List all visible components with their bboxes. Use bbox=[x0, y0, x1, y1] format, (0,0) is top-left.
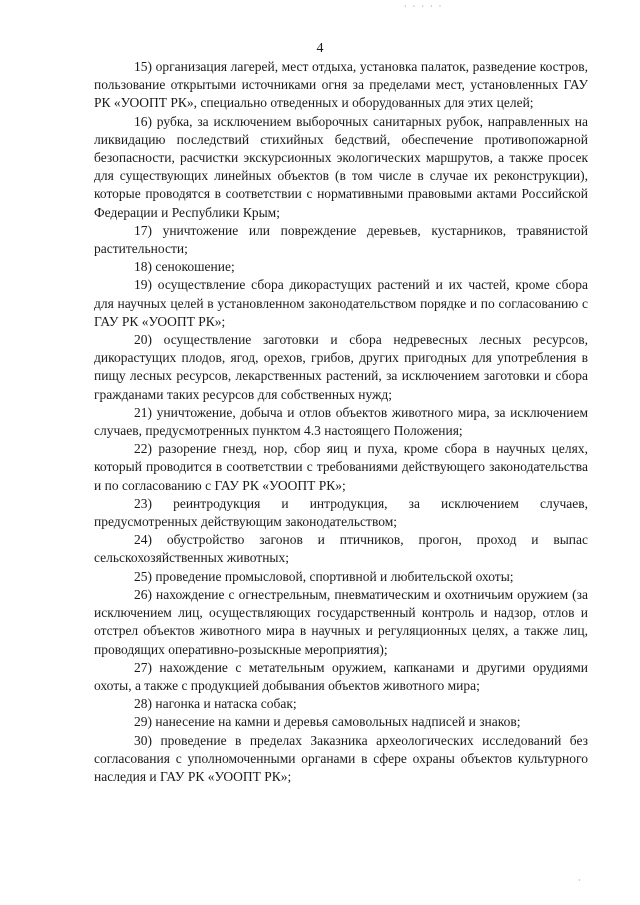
list-item-25: 25) проведение промысловой, спортивной и любительской охоты; bbox=[134, 568, 514, 584]
scan-artifact-bottom: · bbox=[578, 876, 581, 885]
list-item-17: 17) уничтожение или повреждение деревьев, кустарников, травянистой растительности; bbox=[94, 222, 588, 257]
list-item-20: 20) осуществление заготовки и сбора недревесных лесных ресурсов, дикорастущих плодов, ягод, орехов, грибов, других пригодных для употребления в пищу лесных ресурсов, лекарственных растений, за исключением заготовки и сбора гражданами таких ресурсов для собственных нужд; bbox=[94, 332, 588, 402]
list-item-27: 27) нахождение с метательным оружием, капканами и другими орудиями охоты, а также с продукцией добывания объектов животного мира; bbox=[94, 659, 588, 693]
list-item-26: 26) нахождение с огнестрельным, пневматическим и охотничьим оружием (за исключением лиц, осуществляющих государственный контроль и надзор, отлов и отстрел объектов животного мира в научных и регуляционных целях, а также лиц, проводящих оперативно-розыскные мероприятия); bbox=[94, 586, 588, 657]
list-item-16: 16) рубка, за исключением выборочных санитарных рубок, направленных на ликвидацию последствий стихийных бедствий, обеспечение противопожарной безопасности, расчистки экскурсионных экологических маршрутов, а также просек для существующих линейных объектов (в том числе в случае их реконструкции), которые проводятся в соответствии с нормативными правовыми актами Российской Федерации и Республики Крым; bbox=[94, 113, 588, 220]
list-item-21: 21) уничтожение, добыча и отлов объектов животного мира, за исключением случаев, предусмотренных пунктом 4.3 настоящего Положения; bbox=[94, 404, 588, 439]
list-item-18: 18) сенокошение; bbox=[134, 259, 235, 275]
list-item-22: 22) разорение гнезд, нор, сбор яиц и пуха, кроме сбора в научных целях, который проводится в соответствии с требованиями действующего законодательства и по согласованию с ГАУ РК «УООПТ РК»; bbox=[94, 441, 588, 493]
scan-artifact-top: · · · · · bbox=[404, 2, 444, 11]
list-item-19: 19) осуществление сбора дикорастущих растений и их частей, кроме сбора для научных целей в установленном законодательством порядке и по согласованию с ГАУ РК «УООПТ РК»; bbox=[94, 277, 588, 329]
page-number: 4 bbox=[316, 41, 324, 56]
list-item-24: 24) обустройство загонов и птичников, прогон, проход и выпас сельскохозяйственных животных; bbox=[94, 532, 588, 566]
list-item-30: 30) проведение в пределах Заказника археологических исследований без согласования с уполномоченными органами в сфере охраны объектов культурного наследия и ГАУ РК «УООПТ РК»; bbox=[94, 732, 588, 784]
list-item-15: 15) организация лагерей, мест отдыха, установка палаток, разведение костров, пользование открытыми источниками огня за пределами мест, установленных ГАУ РК «УООПТ РК», специально отведенных и оборудованных для этих целей; bbox=[94, 59, 588, 111]
document-body bbox=[94, 58, 588, 786]
list-item-23: 23) реинтродукция и интродукция, за исключением случаев, предусмотренных действующим законодательством; bbox=[94, 495, 588, 530]
list-item-29: 29) нанесение на камни и деревья самовольных надписей и знаков; bbox=[134, 714, 521, 730]
list-item-28: 28) нагонка и натаска собак; bbox=[134, 696, 297, 712]
